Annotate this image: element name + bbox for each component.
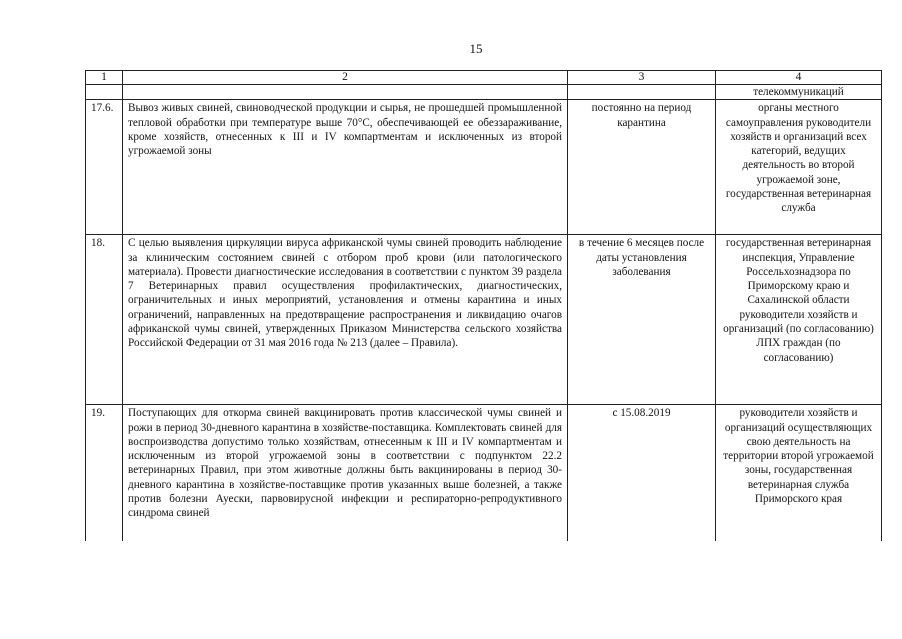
continuation-desc-cell (123, 85, 568, 100)
continuation-executor-cell: телекоммуникаций (716, 85, 882, 100)
continuation-row (86, 85, 882, 100)
row-description: Вывоз живых свиней, свиноводческой продукции и сырья, не прошедшей промышленной тепловой обработки при температуре выше 70°С, обеспечивающей ее обеззараживание, кроме хозяйств, отнесенных к III и IV компартментам и исключенных из второй угрожаемой зоны (123, 100, 568, 235)
row-deadline: с 15.08.2019 (568, 405, 716, 542)
table-row (86, 235, 882, 405)
row-number: 17.6. (86, 100, 123, 235)
row-deadline: постоянно на период карантина (568, 100, 716, 235)
row-executor: руководители хозяйств и организаций осуществляющих свою деятельность на территории второй угрожаемой зоны, государственная ветеринарная служба Приморского края (716, 405, 882, 542)
column-header-1: 1 (86, 71, 123, 85)
table-row (86, 100, 882, 235)
page-number: 15 (469, 41, 483, 56)
row-number: 19. (86, 405, 123, 542)
row-description: С целью выявления циркуляции вируса африканской чумы свиней проводить наблюдение за клиническим состоянием свиней с отбором проб крови (или патологического материала). Провести диагностические исследования в соответствии с пунктом 39 раздела 7 Ветеринарных правил осуществления профилактических, диагностических, ограничительных и иных мероприятий, установления и отмены карантина и иных ограничений, направленных на предотвращение распространения и ликвидацию очагов африканской чумы свиней, утвержденных Приказом Министерства сельского хозяйства Российской Федерации от 31 мая 2016 года № 213 (далее – Правила). (123, 235, 568, 405)
row-number: 18. (86, 235, 123, 405)
row-executor: органы местного самоуправления руководители хозяйств и организаций всех категорий, ведущих деятельность во второй угрожаемой зоне, государственная ветеринарная служба (716, 100, 882, 235)
column-header-2: 2 (123, 71, 568, 85)
table-header-row (86, 71, 882, 85)
row-executor: государственная ветеринарная инспекция, Управление Россельхознадзора по Приморскому краю и Сахалинской области руководители хозяйств и организаций (по согласованию) ЛПХ граждан (по согласованию) (716, 235, 882, 405)
continuation-deadline-cell (568, 85, 716, 100)
row-deadline: в течение 6 месяцев после даты установления заболевания (568, 235, 716, 405)
measures-table (85, 70, 882, 541)
column-header-4: 4 (716, 71, 882, 85)
continuation-num-cell (86, 85, 123, 100)
row-description: Поступающих для откорма свиней вакцинировать против классической чумы свиней и рожи в период 30-дневного карантина в хозяйстве-поставщика. Комплектовать свиней для воспроизводства допустимо только хозяйствам, отнесенным к III и IV компартментам и исключенным из второй угрожаемой зоны в соответствии с подпунктом 22.2 ветеринарных Правил, при этом животные должны быть вакцинированы в период 30-дневного карантина в хозяйстве-поставщике против указанных выше болезней, а также против болезни Ауески, парвовирусной инфекции и респираторно-репродуктивного синдрома свиней (123, 405, 568, 542)
column-header-3: 3 (568, 71, 716, 85)
table-row (86, 405, 882, 542)
